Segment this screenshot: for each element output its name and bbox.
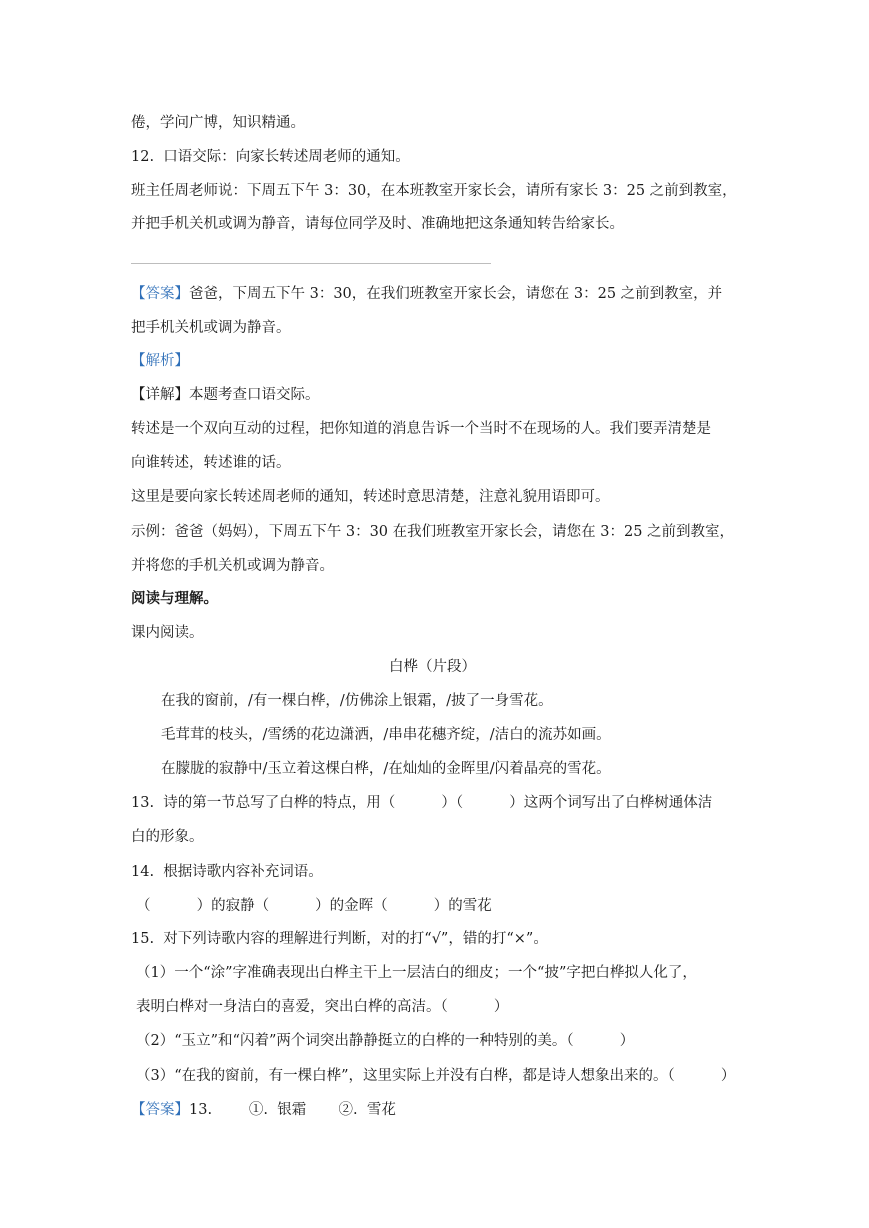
text-line: 这里是要向家长转述周老师的通知，转述时意思清楚，注意礼貌用语即可。 <box>131 489 610 505</box>
text-line: 表明白桦对一身洁白的喜爱，突出白桦的高洁。（ ） <box>136 999 509 1015</box>
answer-text: 13. ①. 银霜 ②. 雪花 <box>189 1102 396 1118</box>
question-15: 15. 对下列诗歌内容的理解进行判断，对的打“√”，错的打“×”。 <box>131 931 548 947</box>
poem-line: 毛茸茸的枝头，/雪绣的花边潇洒，/串串花穗齐绽，/洁白的流苏如画。 <box>161 727 611 743</box>
poem-title: 白桦（片段） <box>389 659 476 675</box>
judge-item-3: （3）“在我的窗前，有一棵白桦”，这里实际上并没有白桦，都是诗人想象出来的。（ ） <box>136 1068 736 1084</box>
text-line: 向谁转述，转述谁的话。 <box>131 455 291 471</box>
text-line: 转述是一个双向互动的过程，把你知道的消息告诉一个当时不在现场的人。我们要弄清楚是 <box>131 421 711 437</box>
text-line: 示例：爸爸（妈妈），下周五下午 3：30 在我们班教室开家长会，请您在 3：25 之前到教室， <box>131 524 735 540</box>
question-14: 14. 根据诗歌内容补充词语。 <box>131 864 323 880</box>
text-line: 倦，学问广博，知识精通。 <box>131 115 305 131</box>
text-line: 课内阅读。 <box>131 625 204 641</box>
text-line: 并把手机关机或调为静音，请每位同学及时、准确地把这条通知转告给家长。 <box>131 216 624 232</box>
judge-item-2: （2）“玉立”和“闪着”两个词突出静静挺立的白桦的一种特别的美。（ ） <box>136 1033 635 1049</box>
poem-line: 在朦胧的寂静中/玉立着这棵白桦，/在灿灿的金晖里/闪着晶亮的雪花。 <box>161 761 611 777</box>
answer-text: 爸爸，下周五下午 3：30，在我们班教室开家长会，请您在 3：25 之前到教室，并 <box>189 286 723 302</box>
answer-line <box>131 1100 396 1120</box>
answer-line <box>131 284 722 304</box>
text-line: 把手机关机或调为静音。 <box>131 320 291 336</box>
question-13: 13. 诗的第一节总写了白桦的特点，用（ ）（ ）这两个词写出了白桦树通体洁 <box>131 795 713 811</box>
text-line: 并将您的手机关机或调为静音。 <box>131 558 334 574</box>
question-12: 12. 口语交际：向家长转述周老师的通知。 <box>131 149 410 165</box>
text-line: 班主任周老师说：下周五下午 3：30，在本班教室开家长会，请所有家长 3：25 之前到教室， <box>131 183 737 199</box>
judge-item-1: （1）一个“涂”字准确表现出白桦主干上一层洁白的细皮；一个“披”字把白桦拟人化了， <box>136 965 697 981</box>
section-heading: 阅读与理解。 <box>131 590 218 607</box>
detail-line: 【详解】本题考查口语交际。 <box>131 387 320 403</box>
answer-tag: 【答案】 <box>131 1102 189 1118</box>
divider-line <box>131 263 491 264</box>
analysis-tag: 【解析】 <box>131 353 189 369</box>
poem-line: 在我的窗前，/有一棵白桦，/仿佛涂上银霜，/披了一身雪花。 <box>161 693 553 709</box>
answer-tag: 【答案】 <box>131 286 189 302</box>
fill-blank-line: （ ）的寂静（ ）的金晖（ ）的雪花 <box>136 898 492 914</box>
text-line: 白的形象。 <box>131 829 204 845</box>
